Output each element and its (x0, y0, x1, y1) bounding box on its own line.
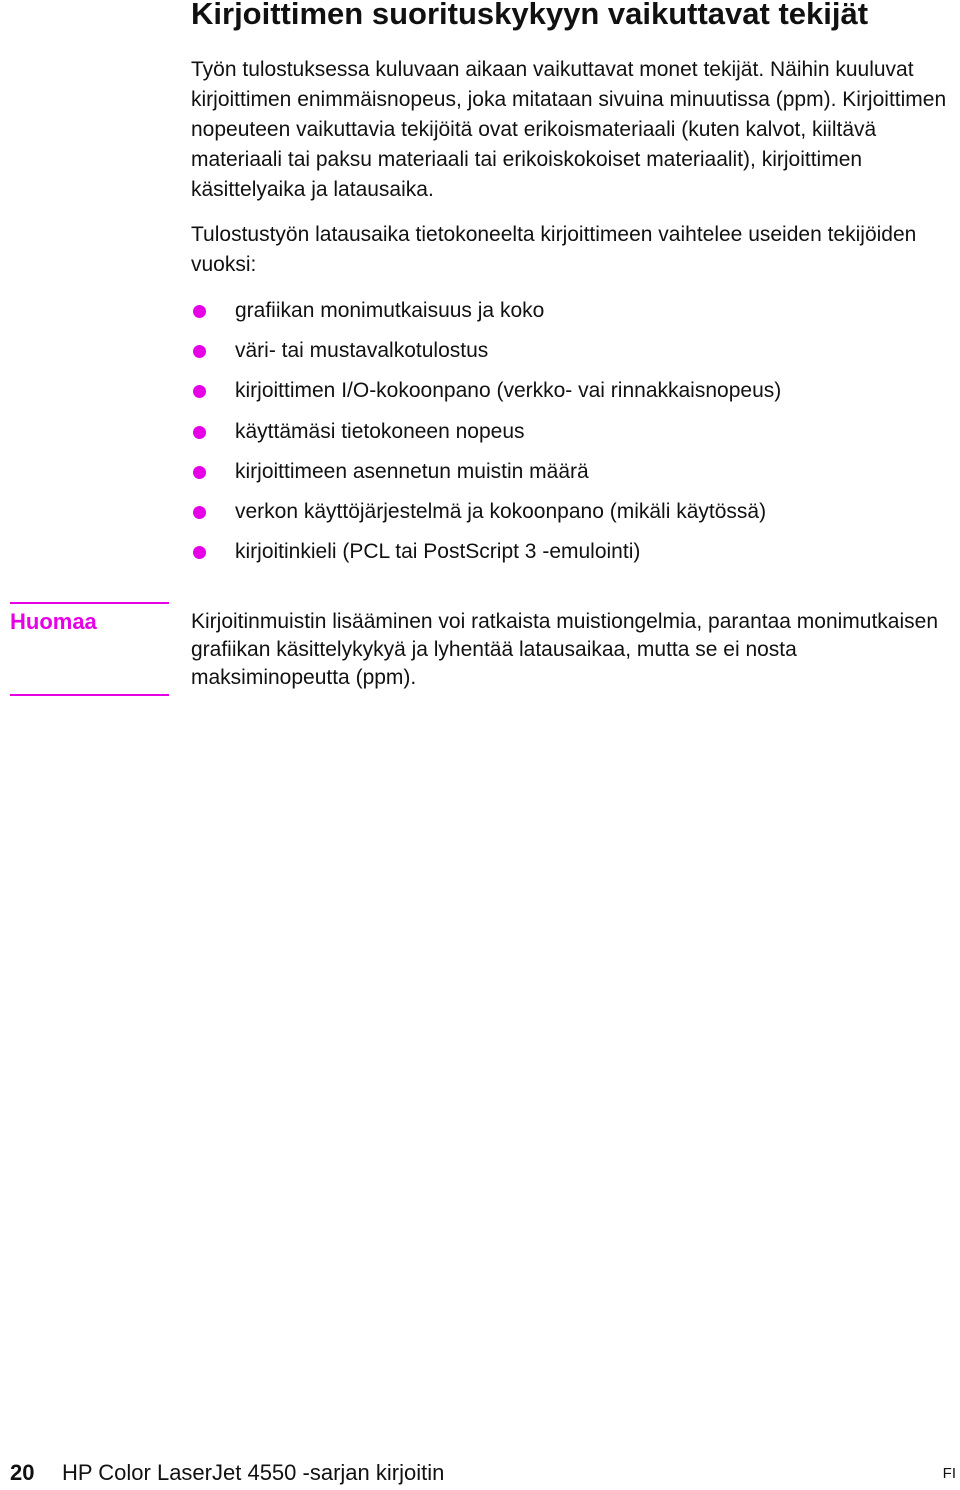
list-item-text: käyttämäsi tietokoneen nopeus (235, 419, 525, 443)
note-top-divider (10, 602, 169, 604)
bullet-icon (193, 506, 206, 519)
list-item-text: kirjoitinkieli (PCL tai PostScript 3 -emulointi) (235, 540, 641, 564)
intro-paragraph: Työn tulostuksessa kuluvaan aikaan vaikuttavat monet tekijät. Näihin kuuluvat kirjoittimen enimmäisnopeus, joka mitataan sivuina minuutissa (ppm). Kirjoittimen nopeuteen vaikuttavia tekijöitä ovat erikoismateriaali (kuten kalvot, kiiltävä materiaali tai paksu materiaali tai erikoiskokoiset materiaalit), kirjoittimen käsittelyaika ja latausaika. (191, 58, 947, 201)
bullet-icon (193, 466, 206, 479)
list-item (191, 535, 951, 575)
footer-page-number: 20 (10, 1460, 35, 1485)
list-item-text: kirjoittimen I/O-kokoonpano (verkko- vai rinnakkaisnopeus) (235, 379, 782, 403)
list-item (191, 374, 951, 414)
list-item-text: kirjoittimeen asennetun muistin määrä (235, 459, 589, 483)
list-item (191, 334, 951, 374)
list-item-text: verkon käyttöjärjestelmä ja kokoonpano (mikäli käytössä) (235, 499, 767, 523)
list-item (191, 495, 951, 535)
list-item (191, 294, 951, 334)
footer-language-code: FI (942, 1465, 956, 1482)
note-text: Kirjoitinmuistin lisääminen voi ratkaista muistiongelmia, parantaa monimutkaisen grafiikan käsittelykykyä ja lyhentää latausaikaa, mutta se ei nosta maksiminopeutta (ppm). (191, 610, 938, 689)
load-time-factor-list (191, 294, 951, 575)
list-item-text: grafiikan monimutkaisuus ja koko (235, 299, 545, 322)
bullet-icon (193, 385, 206, 398)
bullet-icon (193, 345, 206, 358)
bullet-icon (193, 546, 206, 559)
bullet-icon (193, 426, 206, 439)
footer-document-title: HP Color LaserJet 4550 -sarjan kirjoitin (62, 1460, 445, 1485)
list-item (191, 455, 951, 495)
load-time-paragraph: Tulostustyön latausaika tietokoneelta kirjoittimeen vaihtelee useiden tekijöiden vuoksi: (191, 223, 917, 276)
list-item-text: väri- tai mustavalkotulostus (235, 339, 489, 363)
list-item (191, 415, 951, 455)
note-bottom-divider (10, 694, 169, 696)
page-title: Kirjoittimen suorituskykyyn vaikuttavat tekijät (191, 0, 869, 31)
bullet-icon (193, 305, 206, 318)
note-label: Huomaa (10, 609, 97, 634)
